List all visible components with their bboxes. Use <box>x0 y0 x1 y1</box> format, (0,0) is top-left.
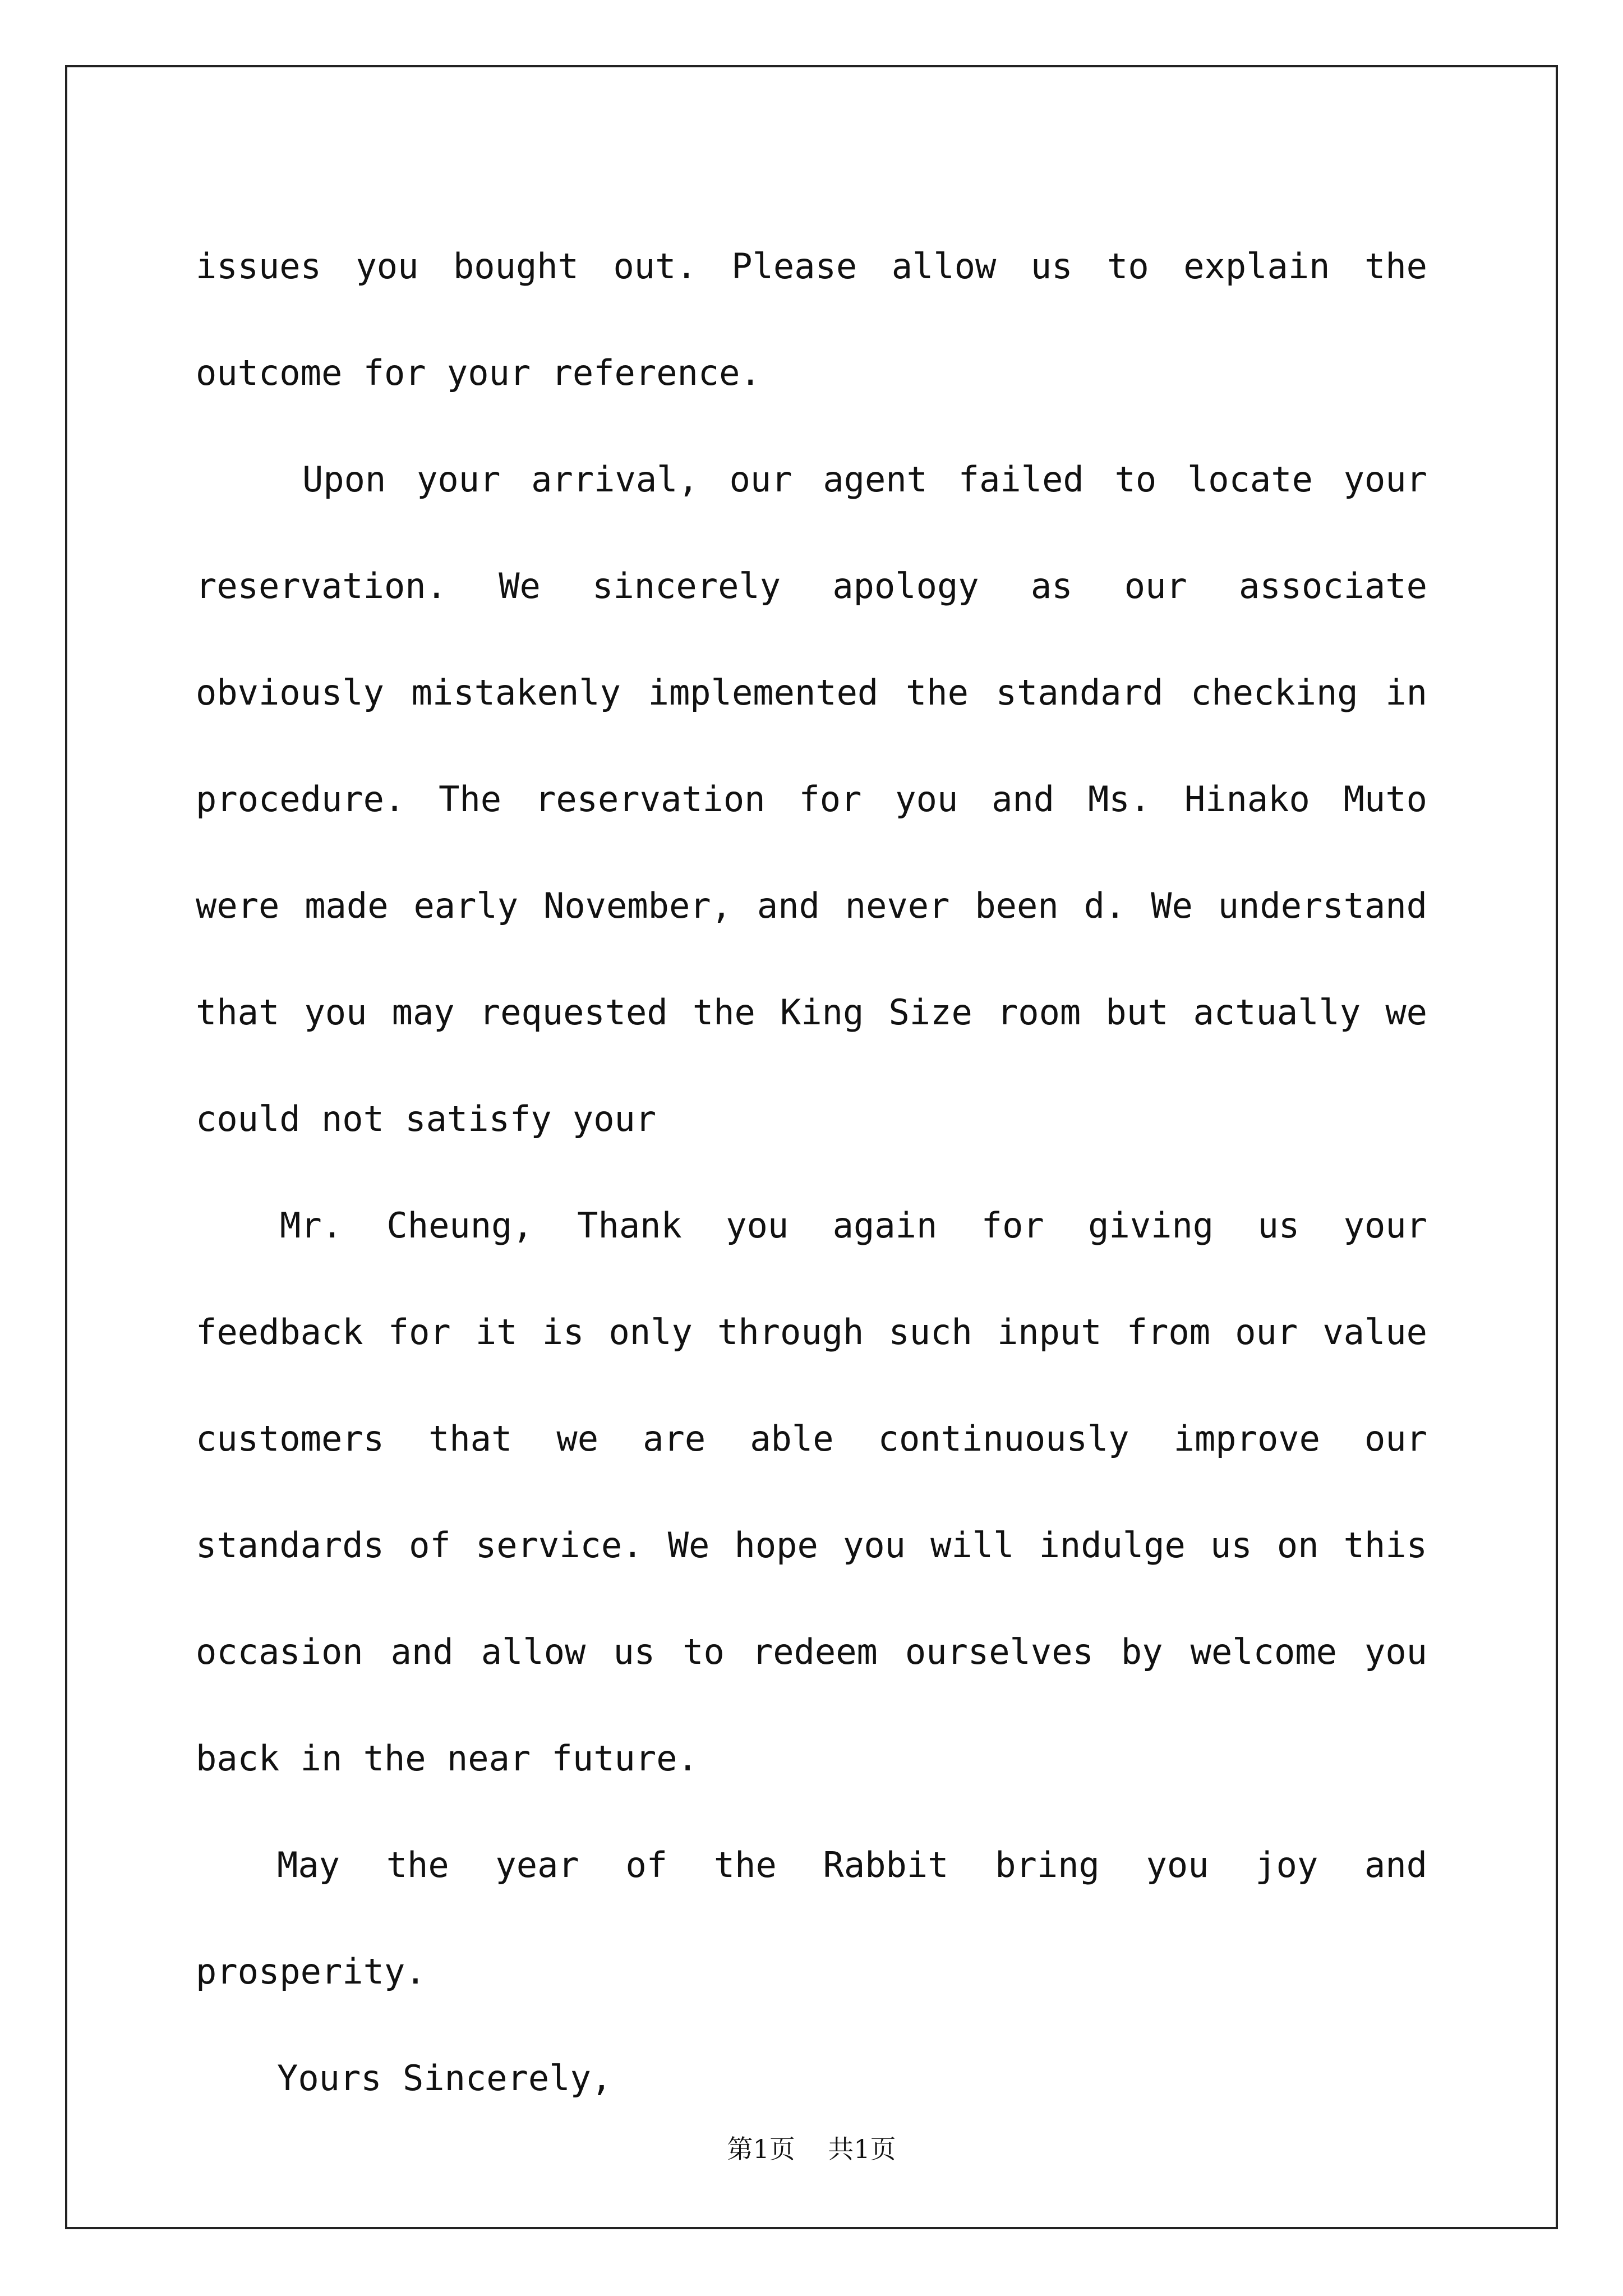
paragraph-greeting: May the year of the Rabbit bring you joy and prosperity. <box>196 1844 1427 1992</box>
page-footer <box>0 2129 1623 2166</box>
paragraph-intro: issues you bought out. Please allow us to explain the outcome for your reference. <box>196 246 1427 393</box>
page-total: 共1页 <box>828 2134 896 2164</box>
paragraph-arrival: Upon your arrival, our agent failed to locate your reservation. We sincerely apology as our associate obviously mistakenly implemented the standard checking in procedure. The reservation for you and Ms. Hinako Muto were made early November, and never been d. We understand that you may requested the King Size room but actually we could not satisfy your <box>196 459 1427 1139</box>
page-number: 第1页 <box>727 2134 795 2164</box>
paragraph-thanks: Mr. Cheung, Thank you again for giving us your feedback for it is only through such input from our value customers that we are able continuously improve our standards of service. We hope you will indulge us on this occasion and allow us to redeem ourselves by welcome you back in the near future. <box>196 1205 1427 1779</box>
paragraph-closing: Yours Sincerely, <box>277 2058 612 2099</box>
document-body <box>196 213 1427 2132</box>
